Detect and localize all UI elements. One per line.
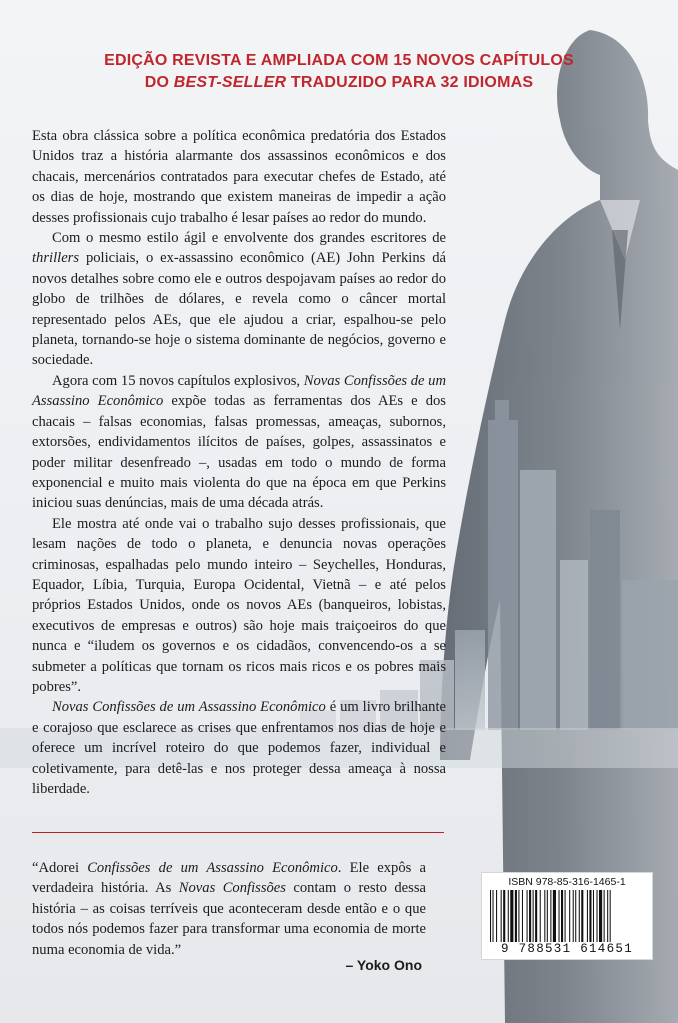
headline-line-2-post: TRADUZIDO PARA 32 IDIOMAS [286, 74, 534, 91]
barcode-bar [547, 890, 548, 942]
barcode-bar [522, 890, 523, 942]
blurb-quote [32, 858, 426, 960]
p3-text-b: expõe todas as ferramentas dos AEs e dos chacais – falsas economias, falsas promessas, ameaças, subornos, extorsões, endividamentos ilícitos de países, golpes, assassinatos e poder militar desenfreado –, usadas em todo o mundo de forma exponencial e muito mais violenta do que na época em que Perkins iniciou suas denúncias, mais de uma década atrás. [32, 393, 446, 512]
quote-text-b: . Ele expôs a verdadeira história. As [32, 860, 426, 897]
headline-line-2 [0, 72, 678, 94]
barcode-bar [593, 890, 594, 942]
barcode-bar [597, 890, 598, 942]
p2-italic: thrillers [32, 250, 80, 267]
barcode-bar [503, 890, 505, 942]
barcode-bar [599, 890, 602, 942]
barcode-bar [510, 890, 513, 942]
quote-book-title: Confissões de um Assassino Econômico [87, 860, 338, 876]
barcode-bar [496, 890, 497, 942]
barcode-bar [553, 890, 556, 942]
barcode-bar [518, 890, 519, 942]
barcode-bar [508, 890, 509, 942]
headline-line-1: EDIÇÃO REVISTA E AMPLIADA COM 15 NOVOS CAPÍTULOS [104, 52, 574, 69]
barcode-bar [579, 890, 580, 942]
barcode-bar [529, 890, 531, 942]
isbn-label: ISBN 978-85-316-1465-1 [508, 876, 626, 888]
barcode-bars [488, 890, 646, 942]
quote-new-title: Novas Confissões [178, 880, 286, 897]
barcode-bar [535, 890, 537, 942]
barcode-bar [550, 890, 551, 942]
p3-text-a: Agora com 15 novos capítulos explosivos, [52, 372, 304, 389]
barcode-bar [493, 890, 494, 942]
isbn-barcode [481, 872, 653, 960]
headline-best-seller: BEST-SELLER [173, 74, 287, 91]
barcode-bar [604, 890, 605, 942]
barcode-bar [607, 890, 608, 942]
barcode-bar [501, 890, 502, 942]
synopsis-paragraph-5 [32, 697, 446, 799]
barcode-bar [589, 890, 591, 942]
quote-attribution: – Yoko Ono [345, 957, 422, 973]
barcode-bar [575, 890, 576, 942]
barcode-bar [544, 890, 545, 942]
barcode-bar [490, 890, 491, 942]
quote-text-a: “Adorei [32, 860, 88, 876]
barcode-bar [581, 890, 583, 942]
barcode-bar [533, 890, 534, 942]
synopsis [32, 126, 446, 799]
p5-text: é um livro brilhante e corajoso que esclarece as crises que enfrentamos nos dias de hoje e oferece um incrível roteiro do que podemos fazer, individual e coletivamente, para detê-las e nos proteger dessa ameaça à nossa liberdade. [32, 699, 446, 797]
p2-text-a: Com o mesmo estilo ágil e envolvente dos grandes escritores de [52, 230, 446, 247]
synopsis-paragraph-1: Esta obra clássica sobre a política econômica predatória dos Estados Unidos traz a história alarmante dos assassinos econômicos e dos chacais, mercenários contratados para executar chefes de Estado, até os dias de hoje, mostrando que existem maneiras de impedir a ação desses profissionais cujo trabalho é lesar países ao redor do mundo. [32, 128, 446, 226]
synopsis-paragraph-2 [32, 228, 446, 371]
barcode-bar [540, 890, 541, 942]
barcode-bar [527, 890, 528, 942]
synopsis-paragraph-4: Ele mostra até onde vai o trabalho sujo desses profissionais, que lesam nações de todo o planeta, e denuncia novas operações criminosas, espalhadas pelo mundo inteiro – Seychelles, Honduras, Equador, Líbia, Turquia, Europa Ocidental, Vietnã – e até pelos próprios Estados Unidos, onde os novos AEs (banqueiros, lobistas, executivos de empresas e outros) são hoje mais traiçoeiros do que nunca e “iludem os governos e os cidadãos, convencendo-os a se submeter a políticas que tornam os ricos mais ricos e os pobres mais pobres”. [32, 515, 446, 695]
headline-line-2-pre: DO [144, 74, 174, 91]
p2-text-b: policiais, o ex-assassino econômico (AE) John Perkins dá novos detalhes sobre como ele e outros despojavam países ao redor do globo de trilhões de dólares, e revela como o câncer mortal representado pelos AEs, que ele ajudou a criar, espalhou-se pelo planeta, tornando-se hoje o sistema dominante de negócios, governo e sociedade. [32, 250, 446, 369]
p5-book-title: Novas Confissões de um Assassino Econômico [52, 699, 326, 716]
isbn-digits: 9 788531 614651 [500, 942, 634, 956]
section-divider [32, 832, 444, 833]
barcode-bar [515, 890, 517, 942]
barcode-bar [587, 890, 588, 942]
barcode-bar [573, 890, 574, 942]
synopsis-paragraph-3 [32, 371, 446, 514]
headline [0, 50, 678, 94]
quote-text-c: contam o resto dessa história – as coisas terríveis que aconteceram desde então e o que todos nós podemos fazer para transformar uma economia de morte numa economia de vida.” [32, 880, 426, 958]
barcode-bar [565, 890, 566, 942]
barcode-bar [610, 890, 611, 942]
barcode-bar [569, 890, 570, 942]
p3-book-title: Novas Confissões de um Assassino Econômico [32, 372, 447, 410]
barcode-bar [561, 890, 563, 942]
barcode-bar [559, 890, 560, 942]
